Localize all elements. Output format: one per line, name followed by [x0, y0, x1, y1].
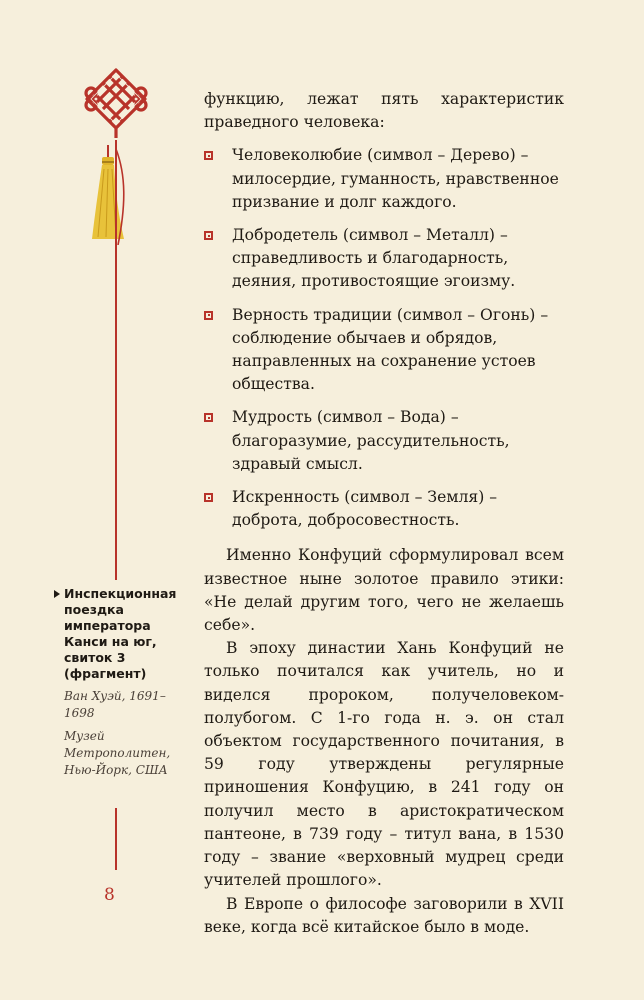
square-bullet-icon	[204, 493, 213, 502]
illustration-caption	[64, 586, 176, 779]
square-bullet-icon	[204, 413, 213, 422]
paragraph-europe: В Европе о философе заговорили в XVII веке, когда всё китайское было в моде.	[204, 894, 564, 936]
endless-knot-icon	[83, 66, 149, 146]
list-item: Верность традиции (символ – Огонь) – соблюдение обычаев и обрядов, направленных на сохранение устоев общества.	[204, 304, 564, 397]
square-bullet-icon	[204, 231, 213, 240]
intro-paragraph: функцию, лежат пять характеристик праведного человека:	[204, 90, 564, 132]
page-number: 8	[104, 885, 115, 905]
square-bullet-icon	[204, 311, 213, 320]
caption-title-block	[64, 586, 176, 682]
paragraph-golden-rule: Именно Конфуций сформулировал всем известное ныне золотое правило этики: «Не делай другим того, чего не желаешь себе».	[204, 546, 564, 635]
list-item: Добродетель (символ – Металл) – справедливость и благодарность, деяния, противостоящие эгоизму.	[204, 224, 564, 294]
list-item: Мудрость (символ – Вода) – благоразумие, рассудительность, здравый смысл.	[204, 406, 564, 476]
caption-title: Инспекционная поездка императора Канси на юг, свиток 3 (фрагмент)	[64, 586, 177, 681]
characteristics-list	[204, 144, 564, 532]
caption-author: Ван Хуэй, 1691–1698	[64, 689, 166, 720]
decorative-cord-lower	[115, 808, 117, 870]
square-bullet-icon	[204, 151, 213, 160]
paragraph-han-dynasty: В эпоху династии Хань Конфуций не только почитался как учитель, но и виделся пророком, получеловеком-полубогом. С 1-го года н. э. он стал объектом государственного почитания, в 59 году утверждены регулярные приношения Конфуцию, в 241 году он получил место в аристократическом пантеоне, в 739 году – титул вана, в 1530 году – звание «верховный мудрец среди учителей прошлого».	[204, 639, 564, 890]
main-text	[204, 88, 564, 939]
list-item: Человеколюбие (символ – Дерево) – милосердие, гуманность, нравственное призвание и долг каждого.	[204, 144, 564, 214]
tassel-icon	[86, 145, 130, 245]
list-item: Искренность (символ – Земля) – доброта, добросовестность.	[204, 486, 564, 532]
caption-pointer-icon	[54, 590, 60, 598]
caption-location: Музей Метрополитен, Нью-Йорк, США	[64, 729, 171, 777]
decorative-cord	[115, 140, 117, 580]
